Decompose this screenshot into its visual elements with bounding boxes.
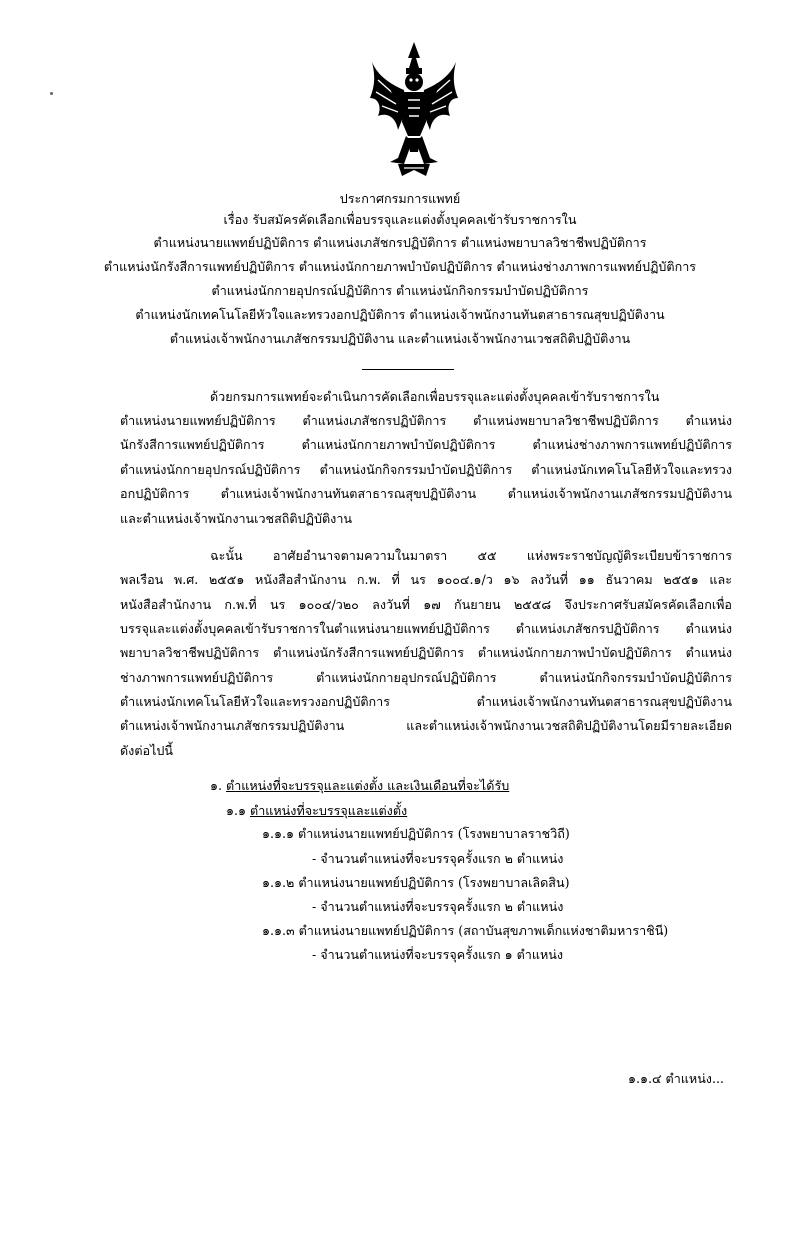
page-continuation: ๑.๑.๔ ตำแหน่ง... [628,1071,724,1086]
position-item [262,920,668,941]
subsection-title: ตำแหน่งที่จะบรรจุและแต่งตั้ง [250,803,408,818]
subject-line: เรื่อง รับสมัครคัดเลือกเพื่อบรรจุและแต่งตั้งบุคคลเข้ารับราชการใน [223,212,577,227]
item-detail: - จำนวนตำแหน่งที่จะบรรจุครั้งแรก ๑ ตำแหน่ง [312,947,564,962]
subject-line: ตำแหน่งนักเทคโนโลยีหัวใจและทรวงอกปฏิบัติการ ตำแหน่งเจ้าพนักงานทันตสาธารณสุขปฏิบัติงาน [135,307,665,322]
paragraph-line: ตำแหน่งนายแพทย์ปฏิบัติการ ตำแหน่งเภสัชกรปฏิบัติการ ตำแหน่งพยาบาลวิชาชีพปฏิบัติการ ตำแหน่ง [120,413,732,428]
item-number: ๑.๑.๓ [262,923,295,938]
paragraph-line: นักรังสีการแพทย์ปฏิบัติการ ตำแหน่งนักกายภาพบำบัดปฏิบัติการ ตำแหน่งช่างภาพการแพทย์ปฏิบัติการ [120,437,732,452]
item-title: ตำแหน่งนายแพทย์ปฏิบัติการ (สถาบันสุขภาพเด็กแห่งชาติมหาราชินี) [298,923,669,938]
item-detail: - จำนวนตำแหน่งที่จะบรรจุครั้งแรก ๒ ตำแหน่ง [312,851,564,866]
section-number: ๑. [210,778,222,793]
paragraph-line: ตำแหน่งเจ้าพนักงานเภสัชกรรมปฏิบัติงาน และตำแหน่งเจ้าพนักงานเวชสถิติปฏิบัติงานโดยมีรายละเอียด [120,718,732,733]
paragraph-line: ด้วยกรมการแพทย์จะดำเนินการคัดเลือกเพื่อบรรจุและแต่งตั้งบุคคลเข้ารับราชการใน [210,389,660,404]
paragraph-line: ฉะนั้น อาศัยอำนาจตามความในมาตรา ๕๕ แห่งพระราชบัญญัติระเบียบข้าราชการ [210,548,732,563]
item-title: ตำแหน่งนายแพทย์ปฏิบัติการ (โรงพยาบาลเลิดสิน) [298,875,570,890]
paragraph-line: บรรจุและแต่งตั้งบุคคลเข้ารับราชการในตำแหน่งนายแพทย์ปฏิบัติการ ตำแหน่งเภสัชกรปฏิบัติการ ตำแหน่ง [120,621,732,636]
paragraph-line: และตำแหน่งเจ้าพนักงานเวชสถิติปฏิบัติงาน [120,511,353,526]
announcement-title: ประกาศกรมการแพทย์ [339,191,461,206]
subject-line: ตำแหน่งนายแพทย์ปฏิบัติการ ตำแหน่งเภสัชกรปฏิบัติการ ตำแหน่งพยาบาลวิชาชีพปฏิบัติการ [153,235,647,250]
item-detail: - จำนวนตำแหน่งที่จะบรรจุครั้งแรก ๒ ตำแหน่ง [312,899,564,914]
subject-line: ตำแหน่งเจ้าพนักงานเภสัชกรรมปฏิบัติงาน และตำแหน่งเจ้าพนักงานเวชสถิติปฏิบัติงาน [169,331,631,346]
position-item [262,823,570,844]
item-number: ๑.๑.๑ [262,826,294,841]
paragraph-line: ดังต่อไปนี้ [120,743,174,758]
section-title: ตำแหน่งที่จะบรรจุและแต่งตั้ง และเงินเดือนที่จะได้รับ [226,778,510,793]
paragraph-line: อกปฏิบัติการ ตำแหน่งเจ้าพนักงานทันตสาธารณสุขปฏิบัติงาน ตำแหน่งเจ้าพนักงานเภสัชกรรมปฏิบัติงาน [120,486,732,501]
paragraph-line: ตำแหน่งนักกายอุปกรณ์ปฏิบัติการ ตำแหน่งนักกิจกรรมบำบัดปฏิบัติการ ตำแหน่งนักเทคโนโลยีหัวใจและทรวง [120,462,732,477]
scan-speck [50,92,53,95]
title-divider [362,369,454,370]
paragraph-line: ช่างภาพการแพทย์ปฏิบัติการ ตำแหน่งนักกายอุปกรณ์ปฏิบัติการ ตำแหน่งนักกิจกรรมบำบัดปฏิบัติการ [120,670,732,685]
subsection-number: ๑.๑ [226,803,246,818]
paragraph-line: หนังสือสำนักงาน ก.พ.ที่ นร ๑๐๐๔/ว๒๐ ลงวันที่ ๑๗ กันยายน ๒๕๕๘ จึงประกาศรับสมัครคัดเลือกเพื่อ [120,597,732,612]
paragraph-line: พลเรือน พ.ศ. ๒๕๕๑ หนังสือสำนักงาน ก.พ. ที่ นร ๑๐๐๔.๑/ว ๑๖ ลงวันที่ ๑๑ ธันวาคม ๒๕๕๑ และ [120,572,732,587]
garuda-emblem-icon [368,40,460,180]
item-number: ๑.๑.๒ [262,875,295,890]
subject-line: ตำแหน่งนักกายอุปกรณ์ปฏิบัติการ ตำแหน่งนักกิจกรรมบำบัดปฏิบัติการ [211,283,589,298]
section-heading [210,775,509,796]
item-title: ตำแหน่งนายแพทย์ปฏิบัติการ (โรงพยาบาลราชวิถี) [298,826,570,841]
subject-line: ตำแหน่งนักรังสีการแพทย์ปฏิบัติการ ตำแหน่งนักกายภาพบำบัดปฏิบัติการ ตำแหน่งช่างภาพการแพทย์ปฏิบัติการ [103,259,697,274]
paragraph-line: พยาบาลวิชาชีพปฏิบัติการ ตำแหน่งนักรังสีการแพทย์ปฏิบัติการ ตำแหน่งนักกายภาพบำบัดปฏิบัติการ ตำแหน่ง [120,645,732,660]
position-item [262,872,570,893]
paragraph-line: ตำแหน่งนักเทคโนโลยีหัวใจและทรวงอกปฏิบัติการ ตำแหน่งเจ้าพนักงานทันตสาธารณสุขปฏิบัติงาน [120,694,732,709]
subsection-heading [226,800,407,821]
